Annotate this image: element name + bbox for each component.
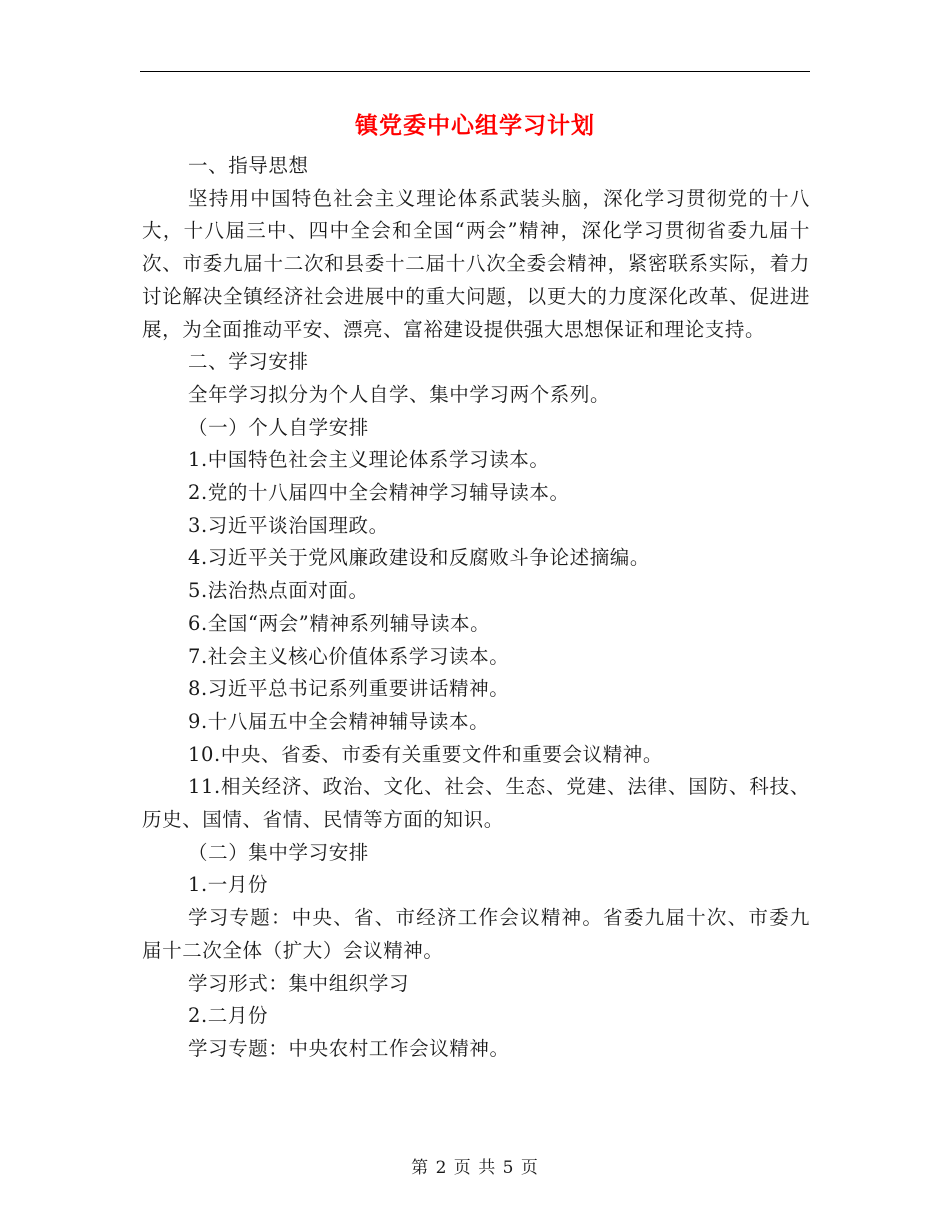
header-rule [140,71,810,72]
list-item: 10.中央、省委、市委有关重要文件和重要会议精神。 [188,742,664,766]
section-heading-study-arrangement: 二、学习安排 [188,350,309,374]
month-heading: 1.一月份 [188,873,269,897]
subsection-heading-group-study: （二）集中学习安排 [188,840,369,864]
study-topic: 学习专题：中央、省、市经济工作会议精神。省委九届十次、市委九届十二次全体（扩大）会议精神。 [142,906,810,962]
list-item: 5.法治热点面对面。 [188,579,369,603]
subsection-heading-self-study: （一）个人自学安排 [188,415,369,439]
document-title: 镇党委中心组学习计划 [355,112,595,139]
document-body [142,150,810,1066]
study-format: 学习形式：集中组织学习 [188,971,410,995]
list-item: 3.习近平谈治国理政。 [188,513,389,537]
list-item: 1.中国特色社会主义理论体系学习读本。 [188,448,550,472]
paragraph-study-overview: 全年学习拟分为个人自学、集中学习两个系列。 [188,382,611,406]
section-heading-guiding-ideology: 一、指导思想 [188,154,309,177]
page-number: 第 2 页 共 5 页 [411,1158,539,1178]
list-item: 11.相关经济、政治、文化、社会、生态、党建、法律、国防、科技、历史、国情、省情、民情等方面的知识。 [142,775,810,832]
list-item: 9.十八届五中全会精神辅导读本。 [188,709,490,733]
study-topic: 学习专题：中央农村工作会议精神。 [188,1036,510,1060]
list-item: 8.习近平总书记系列重要讲话精神。 [188,677,510,701]
list-item: 2.党的十八届四中全会精神学习辅导读本。 [188,481,570,505]
list-item: 4.习近平关于党风廉政建设和反腐败斗争论述摘编。 [188,546,651,570]
list-item: 6.全国“两会”精神系列辅导读本。 [188,611,491,635]
month-heading: 2.二月份 [188,1004,269,1028]
list-item: 7.社会主义核心价值体系学习读本。 [188,644,510,668]
paragraph-guiding-ideology: 坚持用中国特色社会主义理论体系武装头脑，深化学习贯彻党的十八大，十八届三中、四中全会和全国“两会”精神，深化学习贯彻省委九届十次、市委九届十二次和县委十二届十八次全委会精神，紧密联系实际，着力讨论解决全镇经济社会进展中的重大问题，以更大的力度深化改革、促进进展，为全面推动平安、漂亮、富裕建设提供强大思想保证和理论支持。 [142,186,810,341]
